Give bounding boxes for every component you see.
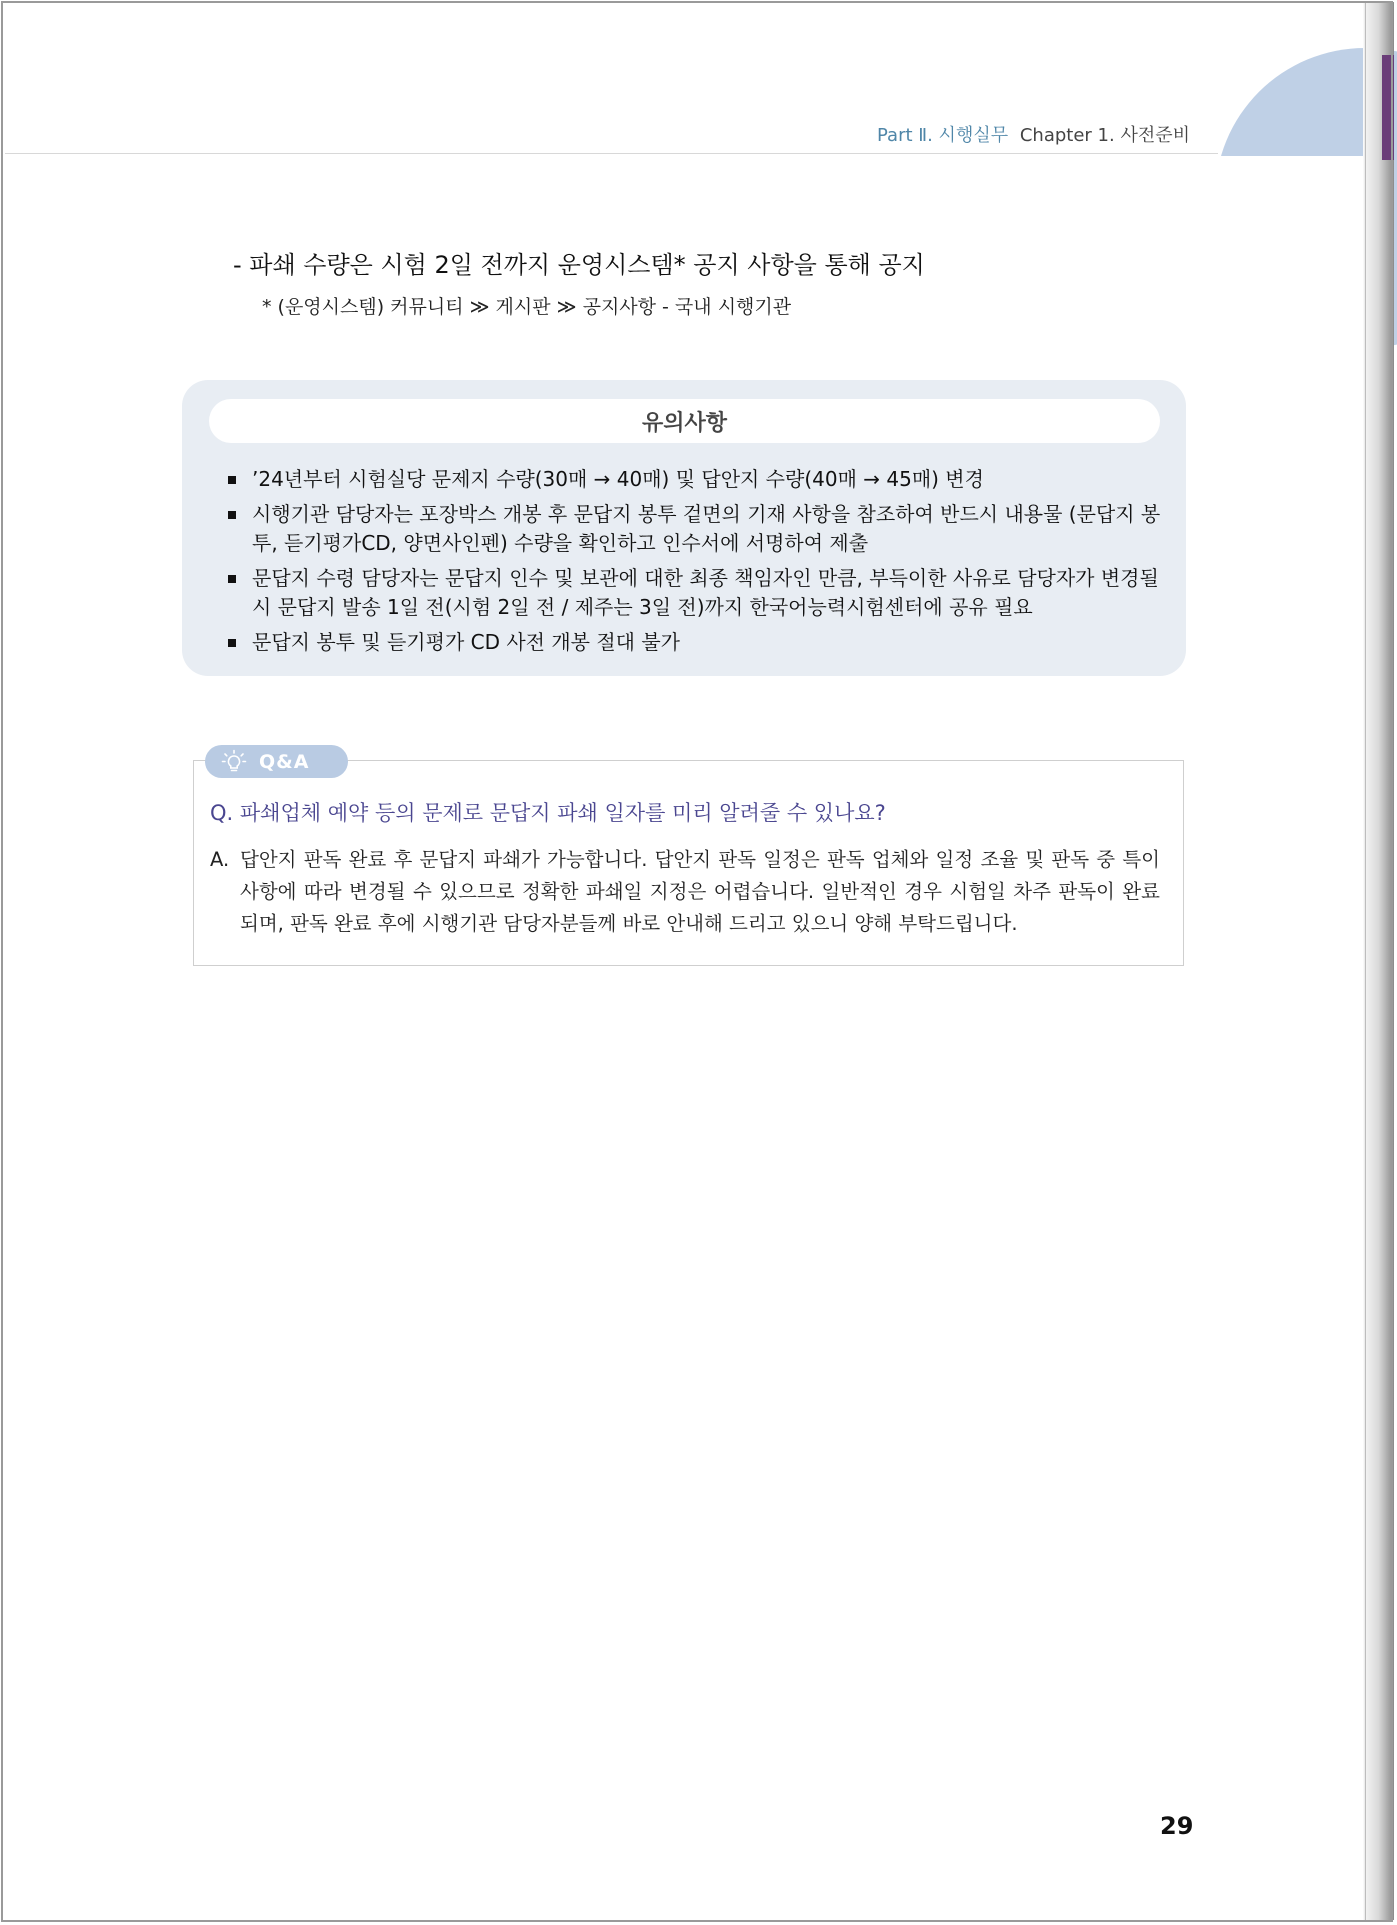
qa-answer-prefix: A. — [210, 848, 230, 871]
running-header — [877, 121, 1190, 147]
caution-item-text: 문답지 수령 담당자는 문답지 인수 및 보관에 대한 최종 책임자인 만큼, 부득이한 사유로 담당자가 변경될 시 문답지 발송 1일 전(시험 2일 전 / 제주는 3일 전)까지 한국어능력시험센터에 공유 필요 — [252, 566, 1159, 619]
page-edge — [1365, 2, 1394, 1920]
body-footnote: * (운영시스템) 커뮤니티 ≫ 게시판 ≫ 공지사항 - 국내 시행기관 — [262, 296, 792, 318]
square-bullet-icon — [228, 476, 236, 484]
qa-label: Q&A — [259, 750, 310, 773]
qa-answer-text: 답안지 판독 완료 후 문답지 파쇄가 가능합니다. 답안지 판독 일정은 판독 업체와 일정 조율 및 판독 중 특이사항에 따라 변경될 수 있으므로 정확한 파쇄일 지정은 어렵습니다. 일반적인 경우 시험일 차주 판독이 완료되며, 판독 완료 후에 시행기관 담당자분들께 바로 안내해 드리고 있으니 양해 부탁드립니다. — [240, 848, 1160, 935]
caution-title-pill — [209, 399, 1160, 443]
caution-list — [225, 465, 1165, 663]
square-bullet-icon — [228, 639, 236, 647]
decorative-mask — [1150, 156, 1370, 416]
caution-item-text: 시행기관 담당자는 포장박스 개봉 후 문답지 봉투 겉면의 기재 사항을 참조하여 반드시 내용물 (문답지 봉투, 듣기평가CD, 양면사인펜) 수량을 확인하고 인수서에 서명하여 제출 — [252, 502, 1161, 555]
qa-tab — [205, 745, 348, 778]
caution-box — [182, 380, 1186, 676]
caution-item — [225, 465, 1165, 494]
square-bullet-icon — [228, 511, 236, 519]
caution-item — [225, 628, 1165, 657]
page-number: 29 — [1160, 1812, 1194, 1840]
header-divider — [5, 153, 1218, 154]
caution-item-text: ’24년부터 시험실당 문제지 수량(30매 → 40매) 및 답안지 수량(40매 → 45매) 변경 — [252, 467, 984, 491]
caution-item — [225, 500, 1165, 558]
header-part: Part Ⅱ. 시행실무 — [877, 125, 1009, 146]
square-bullet-icon — [228, 575, 236, 583]
qa-answer — [210, 844, 1160, 940]
chapter-edge-tab — [1382, 55, 1394, 160]
caution-item-text: 문답지 봉투 및 듣기평가 CD 사전 개봉 절대 불가 — [252, 630, 680, 654]
lightbulb-icon — [221, 749, 247, 775]
qa-question: Q. 파쇄업체 예약 등의 문제로 문답지 파쇄 일자를 미리 알려줄 수 있나요? — [210, 801, 886, 825]
body-bullet: - 파쇄 수량은 시험 2일 전까지 운영시스템* 공지 사항을 통해 공지 — [233, 251, 925, 279]
caution-item — [225, 564, 1165, 622]
header-chapter: Chapter 1. 사전준비 — [1019, 125, 1190, 146]
caution-title: 유의사항 — [641, 410, 727, 436]
